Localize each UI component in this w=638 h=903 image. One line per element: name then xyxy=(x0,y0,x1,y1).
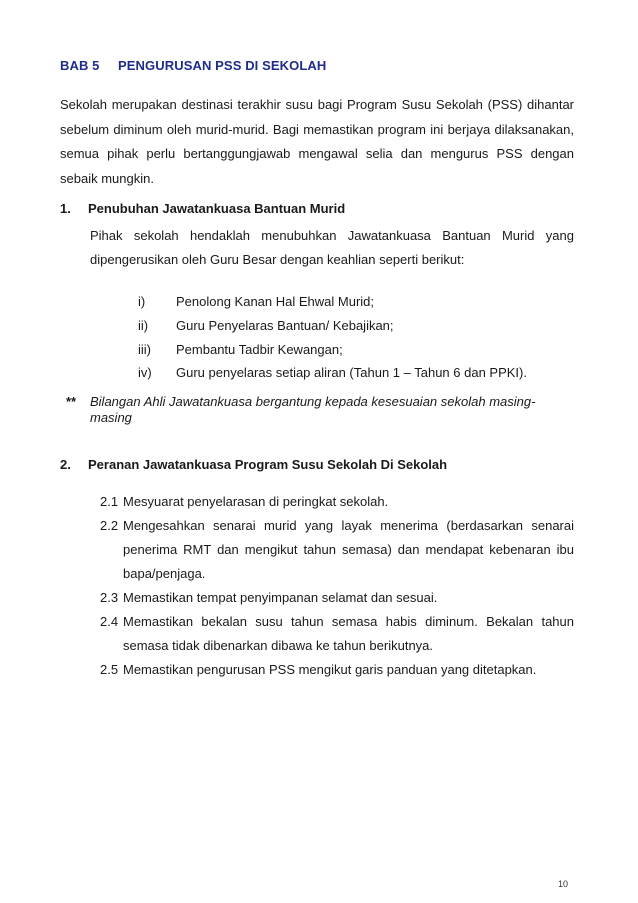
list-number: 2.2 xyxy=(100,518,119,533)
section-2-heading xyxy=(60,457,447,472)
section-2-title: Peranan Jawatankuasa Program Susu Sekolah Di Sekolah xyxy=(88,457,448,472)
footnote-text: Bilangan Ahli Jawatankuasa bergantung kepada kesesuaian sekolah masing-masing xyxy=(90,394,536,425)
chapter-number: BAB 5 xyxy=(60,58,100,73)
list-item xyxy=(138,314,527,338)
section-1-paragraph: Pihak sekolah hendaklah menubuhkan Jawatankuasa Bantuan Murid yang dipengerusikan oleh Guru Besar dengan keahlian seperti berikut: xyxy=(90,228,574,267)
page-number: 10 xyxy=(558,879,569,889)
list-item xyxy=(100,658,574,682)
list-item xyxy=(100,586,574,610)
chapter-title: PENGURUSAN PSS DI SEKOLAH xyxy=(118,58,327,73)
list-item-text: Mengesahkan senarai murid yang layak menerima (berdasarkan senarai penerima RMT dan mengikut tahun semasa) dan mendapat kebenaran ibu bapa/penjaga. xyxy=(123,518,574,581)
list-item-text: Penolong Kanan Hal Ehwal Murid; xyxy=(176,294,375,309)
footnote-marker: ** xyxy=(66,394,77,409)
list-marker: ii) xyxy=(138,317,149,333)
section-2-number: 2. xyxy=(60,457,71,472)
list-number: 2.3 xyxy=(100,590,119,605)
list-item-text: Memastikan tempat penyimpanan selamat dan sesuai. xyxy=(123,590,438,605)
list-item xyxy=(138,290,527,314)
list-item xyxy=(138,361,527,385)
section-1-heading xyxy=(60,201,345,216)
list-item-text: Memastikan pengurusan PSS mengikut garis panduan yang ditetapkan. xyxy=(123,662,537,677)
list-marker: iv) xyxy=(138,365,152,381)
list-marker: iii) xyxy=(138,341,151,357)
list-item-text: Guru Penyelaras Bantuan/ Kebajikan; xyxy=(176,317,394,333)
list-item xyxy=(100,490,574,514)
list-number: 2.4 xyxy=(100,614,119,629)
list-item-text: Pembantu Tadbir Kewangan; xyxy=(176,341,343,357)
list-item-text: Memastikan bekalan susu tahun semasa habis diminum. Bekalan tahun semasa tidak dibenarkan dibawa ke tahun berikutnya. xyxy=(123,614,574,653)
section-1-number: 1. xyxy=(60,201,71,216)
list-marker: i) xyxy=(138,294,146,309)
role-list xyxy=(100,490,574,682)
list-item xyxy=(138,338,527,362)
intro-paragraph: Sekolah merupakan destinasi terakhir susu bagi Program Susu Sekolah (PSS) dihantar sebelum diminum oleh murid-murid. Bagi memastikan program ini berjaya dilaksanakan, semua pihak perlu bertanggungjawab mengawal selia dan mengurus PSS dengan sebaik mungkin. xyxy=(60,97,574,186)
chapter-heading xyxy=(60,58,326,73)
list-item xyxy=(100,610,574,658)
list-item-text: Guru penyelaras setiap aliran (Tahun 1 – Tahun 6 dan PPKI). xyxy=(176,365,527,381)
section-1-title: Penubuhan Jawatankuasa Bantuan Murid xyxy=(88,201,346,216)
list-number: 2.1 xyxy=(100,494,119,509)
committee-member-list xyxy=(138,290,527,385)
list-number: 2.5 xyxy=(100,662,119,677)
list-item-text: Mesyuarat penyelarasan di peringkat sekolah. xyxy=(123,494,389,509)
list-item xyxy=(100,514,574,586)
